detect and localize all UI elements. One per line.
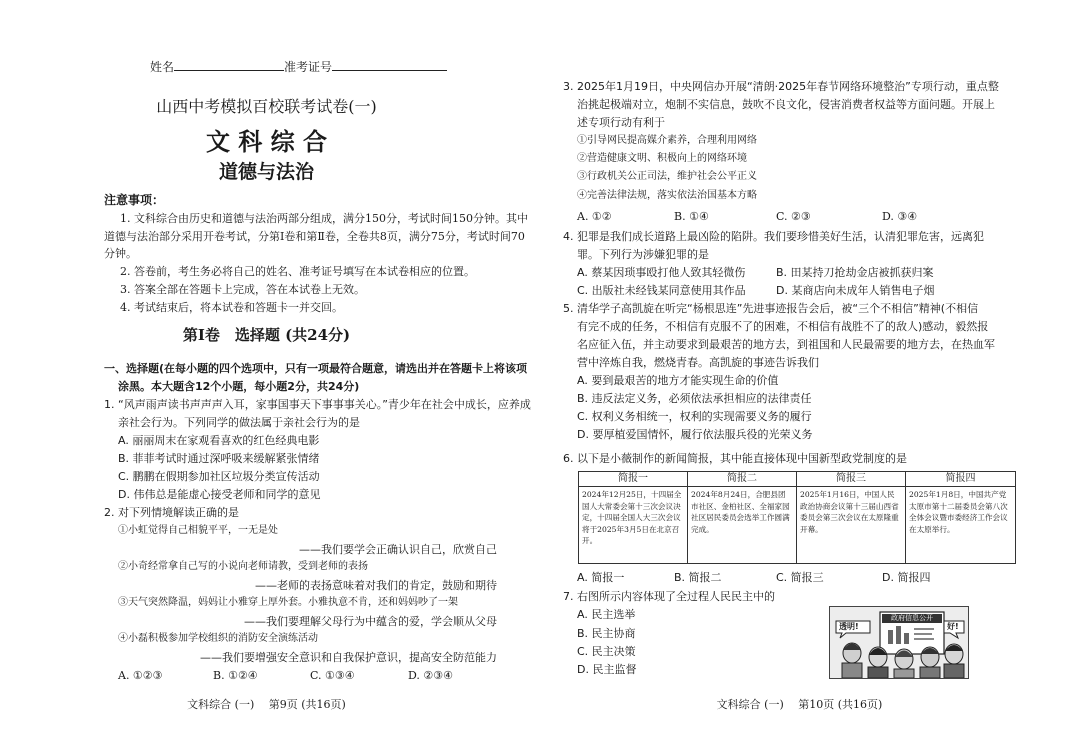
q6-stem: 6. 以下是小薇制作的新闻简报，其中能直接体现中国新型政党制度的是 [563, 452, 907, 465]
exam-no-blank [332, 58, 447, 71]
q3-option-a: A. ①② [577, 210, 612, 223]
notice-line-6: 4. 考试结束后，将本试卷和答题卡一并交回。 [120, 301, 343, 314]
q2-option-c: C. ①③④ [310, 669, 355, 682]
cartoon-left-bubble: 透明! [839, 622, 859, 631]
brief-column-1 [579, 472, 688, 563]
q4-stem-1: 4. 犯罪是我们成长道路上最凶险的陷阱。我们要珍惜美好生活，认清犯罪危害，远离犯 [563, 230, 984, 243]
q5-option-b: B. 违反法定义务，必须依法承担相应的法律责任 [577, 392, 812, 405]
q5-option-c: C. 权利义务相统一，权利的实现需要义务的履行 [577, 410, 812, 423]
q2-item-4: ④小磊积极参加学校组织的消防安全演练活动 [118, 633, 318, 644]
notice-title: 注意事项： [104, 193, 165, 207]
q1-option-c: C. 鹏鹏在假期参加社区垃圾分类宣传活动 [118, 470, 320, 483]
q2-item-3-answer: ——我们要理解父母行为中蕴含的爱，学会顺从父母 [244, 615, 497, 628]
cartoon-board-title: 政府信息公开 [891, 614, 933, 622]
q1-option-d: D. 伟伟总是能虚心接受老师和同学的意见 [118, 488, 321, 501]
q3-stem-3: 述专项行动有利于 [577, 116, 665, 129]
q2-option-d: D. ②③④ [408, 669, 454, 682]
q6-option-b: B. 简报二 [674, 571, 722, 584]
q7-option-b: B. 民主协商 [577, 627, 636, 640]
q4-option-b: B. 田某持刀抢劫金店被抓获归案 [776, 266, 934, 279]
q4-option-a: A. 蔡某因琐事殴打他人致其轻微伤 [577, 266, 746, 279]
q3-option-d: D. ③④ [882, 210, 918, 223]
name-exam-line [150, 58, 447, 75]
notice-line-4: 2. 答卷前，考生务必将自己的姓名、准考证号填写在本试卷相应的位置。 [120, 265, 475, 278]
q1-option-b: B. 菲菲考试时通过深呼吸来缓解紧张情绪 [118, 452, 320, 465]
q2-item-4-answer: ——我们要增强安全意识和自我保护意识，提高安全防范能力 [200, 651, 497, 664]
q7-option-a: A. 民主选举 [577, 608, 636, 621]
q1-stem-1: 1. “风声雨声读书声声声入耳，家事国事天下事事事关心。”青少年在社会中成长，应养成 [104, 398, 531, 411]
q7-option-c: C. 民主决策 [577, 645, 636, 658]
q2-item-1-answer: ——我们要学会正确认识自己，欣赏自己 [299, 543, 497, 556]
q3-option-b: B. ①④ [674, 210, 709, 223]
q2-stem: 2. 对下列情境解读正确的是 [104, 506, 239, 519]
brief-content-1: 2024年12月25日，十四届全国人大常委会第十三次会议决定，十四届全国人大三次会议将于2025年3月5日在北京召开。 [582, 490, 682, 545]
brief-header-2: 简报二 [688, 472, 796, 487]
q3-item-4: ④完善法律法规，落实依法治国基本方略 [577, 190, 757, 201]
page-footer-left: 文科综合 (一) 第9页 (共16页) [187, 698, 346, 711]
subject-title: 文 科 综 合 [205, 127, 328, 156]
notice-line-2: 道德与法治部分采用开卷考试，分第Ⅰ卷和第Ⅱ卷，全卷共8页，满分75分，考试时间70 [104, 230, 525, 243]
instruction-line-1: 一、选择题(在每小题的四个选项中，只有一项最符合题意，请选出并在答题卡上将该项 [104, 362, 528, 375]
brief-column-4 [906, 472, 1015, 563]
brief-header-4: 简报四 [906, 472, 1015, 487]
q4-option-c: C. 出版社未经钱某同意使用其作品 [577, 284, 746, 297]
name-label: 姓名 [150, 60, 175, 74]
brief-header-3: 简报三 [797, 472, 905, 487]
q3-option-c: C. ②③ [776, 210, 811, 223]
q6-option-c: C. 简报三 [776, 571, 824, 584]
cartoon-right-bubble: 好! [947, 622, 959, 631]
democracy-cartoon [829, 606, 969, 679]
instruction-line-2: 涂黑。本大题含12个小题，每小题2分，共24分) [118, 380, 360, 393]
q5-stem-4: 营中淬炼自我，燃烧青春。高凯旋的事迹告诉我们 [577, 356, 819, 369]
q3-stem-1: 3. 2025年1月19日，中央网信办开展“清朗·2025年春节网络环境整治”专项行动，重点整 [563, 80, 999, 93]
q4-option-d: D. 某商店向未成年人销售电子烟 [776, 284, 935, 297]
q1-option-a: A. 丽丽周末在家观看喜欢的红色经典电影 [118, 434, 320, 447]
brief-header-1: 简报一 [579, 472, 687, 487]
notice-line-5: 3. 答案全部在答题卡上完成，答在本试卷上无效。 [120, 283, 365, 296]
notice-line-1: 1. 文科综合由历史和道德与法治两部分组成，满分150分，考试时间150分钟。其中 [120, 212, 528, 225]
q7-option-d: D. 民主监督 [577, 663, 637, 676]
q6-option-d: D. 简报四 [882, 571, 931, 584]
section-title: 第Ⅰ卷 选择题 (共24分) [182, 326, 351, 344]
q7-stem: 7. 右图所示内容体现了全过程人民民主中的 [563, 590, 775, 603]
q2-option-b: B. ①②④ [213, 669, 258, 682]
q2-option-a: A. ①②③ [118, 669, 163, 682]
q5-option-d: D. 要厚植爱国情怀，履行依法服兵役的光荣义务 [577, 428, 813, 441]
exam-series-title: 山西中考模拟百校联考试卷(一) [156, 97, 377, 116]
q2-item-3: ③天气突然降温，妈妈让小雅穿上厚外套。小雅执意不肯，还和妈妈吵了一架 [118, 597, 458, 608]
brief-column-2 [688, 472, 797, 563]
notice-line-3: 分钟。 [104, 247, 137, 260]
q2-item-1: ①小虹觉得自己相貌平平，一无是处 [118, 525, 278, 536]
q2-item-2-answer: ——老师的表扬意味着对我们的肯定，鼓励和期待 [255, 579, 497, 592]
brief-column-3 [797, 472, 906, 563]
q3-item-1: ①引导网民提高媒介素养，合理利用网络 [577, 135, 757, 146]
q5-stem-3: 名应征入伍，并主动要求到最艰苦的地方去，到祖国和人民最需要的地方去，在热血军 [577, 338, 995, 351]
q6-option-a: A. 简报一 [577, 571, 625, 584]
q3-item-3: ③行政机关公正司法，维护社会公平正义 [577, 171, 757, 182]
brief-content-4: 2025年1月8日，中国共产党太原市第十二届委员会第八次全体会议暨市委经济工作会议在太原举行。 [909, 490, 1008, 534]
q5-stem-1: 5. 清华学子高凯旋在听完“杨根思连”先进事迹报告会后，被“三个不相信”精神(不相信 [563, 302, 979, 315]
q3-stem-2: 治挑起极端对立，炮制不实信息，鼓吹不良文化，侵害消费者权益等方面问题。开展上 [577, 98, 995, 111]
q5-option-a: A. 要到最艰苦的地方才能实现生命的价值 [577, 374, 779, 387]
q2-item-2: ②小奇经常拿自己写的小说向老师请教，受到老师的表扬 [118, 561, 368, 572]
q5-stem-2: 有完不成的任务，不相信有克服不了的困难，不相信有战胜不了的敌人)感动，毅然报 [577, 320, 989, 333]
q4-stem-2: 罪。下列行为涉嫌犯罪的是 [577, 248, 709, 261]
brief-content-3: 2025年1月16日，中国人民政治协商会议第十三届山西省委员会第三次会议在太原隆重开幕。 [800, 490, 899, 534]
news-brief-table [578, 471, 1016, 564]
q3-item-2: ②营造健康文明、积极向上的网络环境 [577, 153, 747, 164]
name-blank [174, 58, 284, 71]
brief-content-2: 2024年8月24日，合肥县团市社区、金柏社区、全福家园社区居民委员会选举工作圆满完成。 [691, 490, 790, 534]
page-footer-right: 文科综合 (一) 第10页 (共16页) [716, 698, 883, 711]
q1-stem-2: 亲社会行为。下列同学的做法属于亲社会行为的是 [118, 416, 360, 429]
exam-no-label: 准考证号 [284, 60, 333, 74]
right-page [533, 0, 1066, 755]
sub-subject-title: 道德与法治 [218, 161, 314, 183]
